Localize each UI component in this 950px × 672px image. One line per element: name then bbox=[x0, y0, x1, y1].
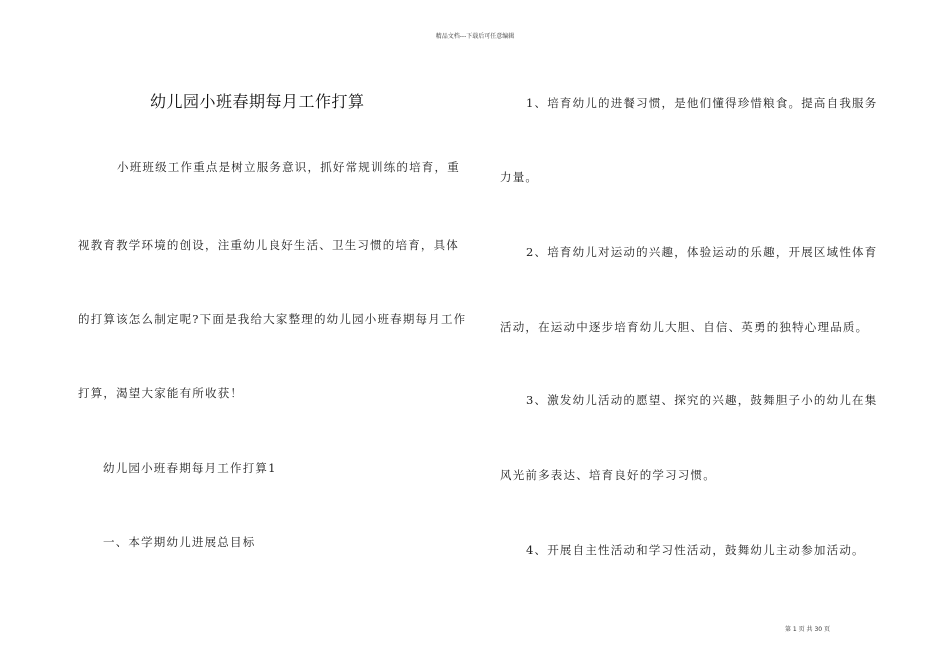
right-item-1-line-1: 1、培育幼儿的进餐习惯，是他们懂得珍惜粮食。提高自我服务 bbox=[526, 96, 878, 110]
right-item-1-line-2: 力量。 bbox=[500, 170, 539, 184]
document-title: 幼儿园小班春期每月工作打算 bbox=[150, 92, 365, 111]
left-paragraph-line-4: 打算，渴望大家能有所收获！ bbox=[78, 386, 244, 400]
right-item-2-line-1: 2、培育幼儿对运动的兴趣，体验运动的乐趣，开展区域性体育 bbox=[526, 245, 878, 259]
header-note: 精品文档---下载后可任意编辑 bbox=[435, 33, 515, 40]
right-item-3-line-2: 风光前多表达、培育良好的学习习惯。 bbox=[500, 468, 716, 482]
right-item-3-line-1: 3、激发幼儿活动的愿望、探究的兴趣，鼓舞胆子小的幼儿在集 bbox=[526, 393, 878, 407]
left-paragraph-line-1: 小班班级工作重点是树立服务意识，抓好常规训练的培育，重 bbox=[117, 160, 460, 174]
left-paragraph-line-2: 视教育教学环境的创设，注重幼儿良好生活、卫生习惯的培育，具体 bbox=[78, 238, 459, 252]
section-heading: 幼儿园小班春期每月工作打算1 bbox=[103, 461, 277, 475]
right-item-4-line-1: 4、开展自主性活动和学习性活动，鼓舞幼儿主动参加活动。 bbox=[526, 543, 865, 557]
left-paragraph-line-3: 的打算该怎么制定呢?下面是我给大家整理的幼儿园小班春期每月工作 bbox=[78, 312, 467, 326]
subsection-heading: 一、本学期幼儿进展总目标 bbox=[103, 535, 256, 549]
page-number: 第 1 页 共 30 页 bbox=[785, 626, 830, 633]
right-item-2-line-2: 活动，在运动中逐步培育幼儿大胆、自信、英勇的独特心理品质。 bbox=[500, 320, 869, 334]
